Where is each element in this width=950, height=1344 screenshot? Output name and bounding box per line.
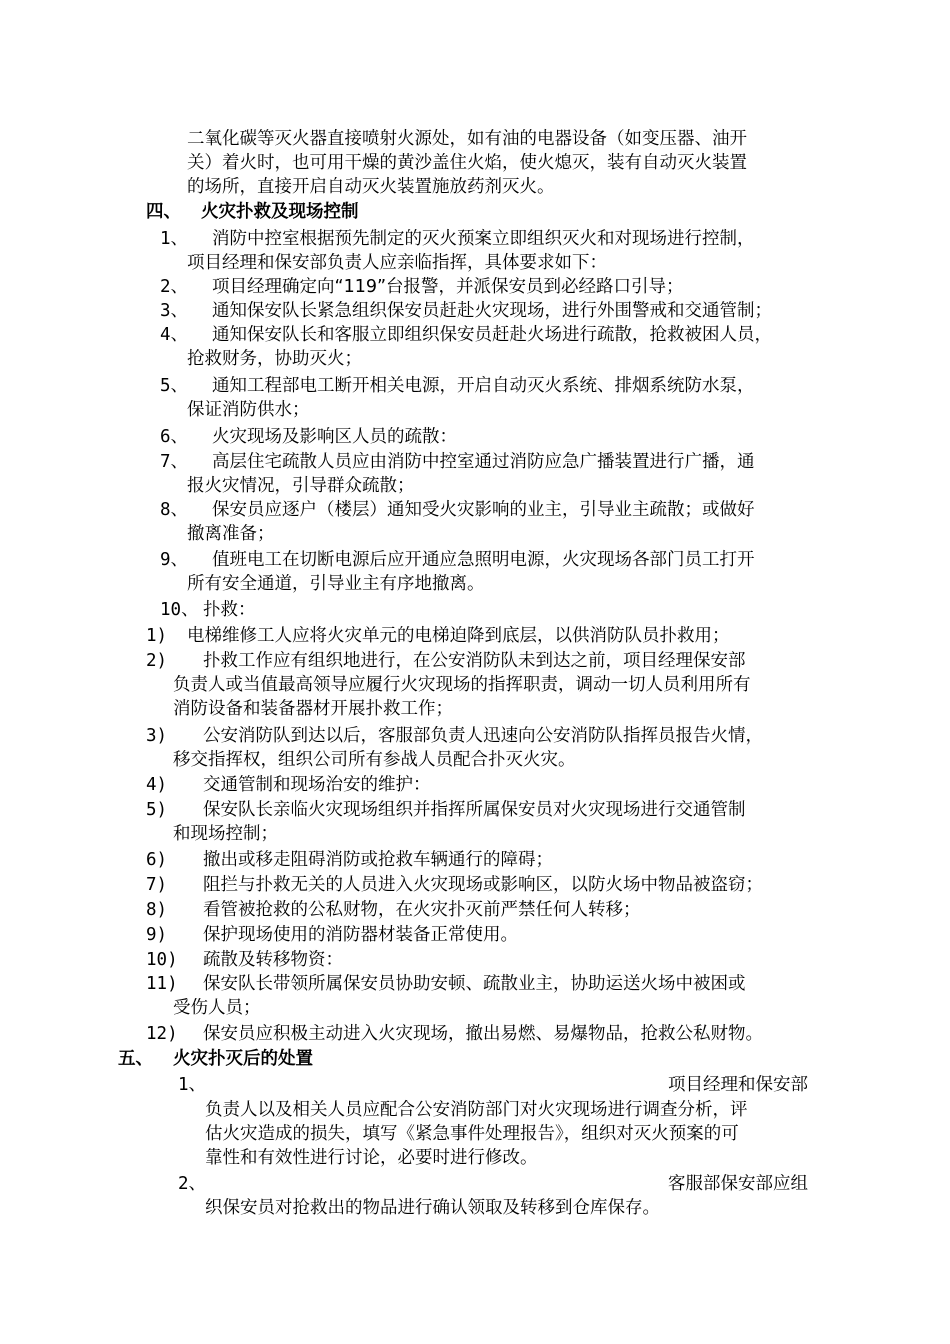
intro-line: 关）着火时，也可用干燥的黄沙盖住火焰，使火熄灭，装有自动灭火装置: [187, 153, 747, 173]
list-item-text: 通知保安队长和客服立即组织保安员赶赴火场进行疏散，抢救被困人员，: [212, 325, 772, 345]
sub-item-text: 保安队长带领所属保安员协助安顿、疏散业主，协助运送火场中被困或: [203, 974, 746, 994]
list-item-text: 报火灾情况，引导群众疏散；: [187, 476, 415, 496]
sub-item-text: 看管被抢救的公私财物，在火灾扑灭前严禁任何人转移；: [203, 900, 641, 920]
intro-line: 的场所，直接开启自动灭火装置施放药剂灭火。: [187, 177, 555, 197]
list-item-number: 4、: [160, 325, 189, 345]
sub-item-text: 公安消防队到达以后，客服部负责人迅速向公安消防队指挥员报告火情，: [203, 726, 763, 746]
list-item-text: 抢救财务，协助灭火；: [187, 349, 362, 369]
list-item-number: 2、: [160, 277, 189, 297]
sub-item-number: 8): [146, 900, 168, 920]
sub-item-text: 撤出或移走阻碍消防或抢救车辆通行的障碍；: [203, 850, 553, 870]
list-item-lead: 客服部保安部应组: [668, 1174, 808, 1194]
sub-item-text: 保安队长亲临火灾现场组织并指挥所属保安员对火灾现场进行交通管制: [203, 800, 746, 820]
list-item-text: 通知工程部电工断开相关电源，开启自动灭火系统、排烟系统防水泵，: [212, 376, 755, 396]
list-item-number: 3、: [160, 301, 189, 321]
list-item-text: 扑救：: [203, 600, 256, 620]
sub-item-number: 11): [146, 974, 178, 994]
sub-item-number: 10): [146, 950, 178, 970]
list-item-text: 保安员应逐户（楼层）通知受火灾影响的业主，引导业主疏散；或做好: [212, 500, 755, 520]
list-item-number: 1、: [160, 229, 189, 249]
list-item-number: 10、: [160, 600, 199, 620]
sub-item-number: 9): [146, 925, 168, 945]
sub-item-text: 阻拦与扑救无关的人员进入火灾现场或影响区，以防火场中物品被盗窃；: [203, 875, 763, 895]
list-item-text: 消防中控室根据预先制定的灭火预案立即组织灭火和对现场进行控制，: [212, 229, 755, 249]
list-item-number: 7、: [160, 452, 189, 472]
sub-item-text: 消防设备和装备器材开展扑救工作；: [173, 699, 453, 719]
list-item-number: 8、: [160, 500, 189, 520]
sub-item-text: 疏散及转移物资：: [203, 950, 343, 970]
section-4-number: 四、: [146, 202, 181, 222]
list-item-number: 5、: [160, 376, 189, 396]
list-item-text: 值班电工在切断电源后应开通应急照明电源，火灾现场各部门员工打开: [212, 550, 755, 570]
list-item-number: 6、: [160, 427, 189, 447]
sub-item-text: 扑救工作应有组织地进行，在公安消防队未到达之前，项目经理保安部: [203, 651, 746, 671]
sub-item-text: 保安员应积极主动进入火灾现场，撤出易燃、易爆物品，抢救公私财物。: [203, 1024, 763, 1044]
sub-item-text: 交通管制和现场治安的维护：: [203, 775, 431, 795]
sub-item-number: 4): [146, 775, 168, 795]
sub-item-text: 移交指挥权，组织公司所有参战人员配合扑灭火灾。: [173, 750, 576, 770]
section-4-title: 火灾扑救及现场控制: [201, 202, 359, 222]
list-item-text: 通知保安队长紧急组织保安员赶赴火灾现场，进行外围警戒和交通管制；: [212, 301, 772, 321]
sub-item-text: 保护现场使用的消防器材装备正常使用。: [203, 925, 518, 945]
list-item-text: 保证消防供水；: [187, 400, 310, 420]
list-item-text: 靠性和有效性进行讨论，必要时进行修改。: [205, 1148, 538, 1168]
sub-item-number: 12): [146, 1024, 178, 1044]
intro-line: 二氧化碳等灭火器直接喷射火源处，如有油的电器设备（如变压器、油开: [187, 129, 747, 149]
sub-item-text: 受伤人员；: [173, 998, 261, 1018]
list-item-number: 1、: [178, 1075, 207, 1095]
list-item-number: 9、: [160, 550, 189, 570]
list-item-text: 项目经理和保安部负责人应亲临指挥，具体要求如下：: [187, 253, 607, 273]
sub-item-number: 7): [146, 875, 168, 895]
sub-item-text: 和现场控制；: [173, 824, 278, 844]
sub-item-number: 6): [146, 850, 168, 870]
sub-item-text: 负责人或当值最高领导应履行火灾现场的指挥职责，调动一切人员利用所有: [173, 675, 751, 695]
sub-item-text: 电梯维修工人应将火灾单元的电梯迫降到底层，以供消防队员扑救用；: [187, 626, 730, 646]
list-item-text: 撤离准备；: [187, 524, 275, 544]
list-item-number: 2、: [178, 1174, 207, 1194]
list-item-text: 负责人以及相关人员应配合公安消防部门对火灾现场进行调查分析，评: [205, 1100, 748, 1120]
list-item-text: 火灾现场及影响区人员的疏散：: [212, 427, 457, 447]
sub-item-number: 5): [146, 800, 168, 820]
sub-item-number: 1): [146, 626, 168, 646]
sub-item-number: 3): [146, 726, 168, 746]
sub-item-number: 2): [146, 651, 168, 671]
section-5-number: 五、: [118, 1049, 153, 1069]
list-item-text: 高层住宅疏散人员应由消防中控室通过消防应急广播装置进行广播，通: [212, 452, 755, 472]
list-item-text: 项目经理确定向“119”台报警，并派保安员到必经路口引导；: [212, 277, 684, 297]
list-item-lead: 项目经理和保安部: [668, 1075, 808, 1095]
list-item-text: 估火灾造成的损失，填写《紧急事件处理报告》，组织对灭火预案的可: [205, 1124, 739, 1144]
list-item-text: 织保安员对抢救出的物品进行确认领取及转移到仓库保存。: [205, 1198, 660, 1218]
list-item-text: 所有安全通道，引导业主有序地撤离。: [187, 574, 485, 594]
section-5-title: 火灾扑灭后的处置: [173, 1049, 313, 1069]
